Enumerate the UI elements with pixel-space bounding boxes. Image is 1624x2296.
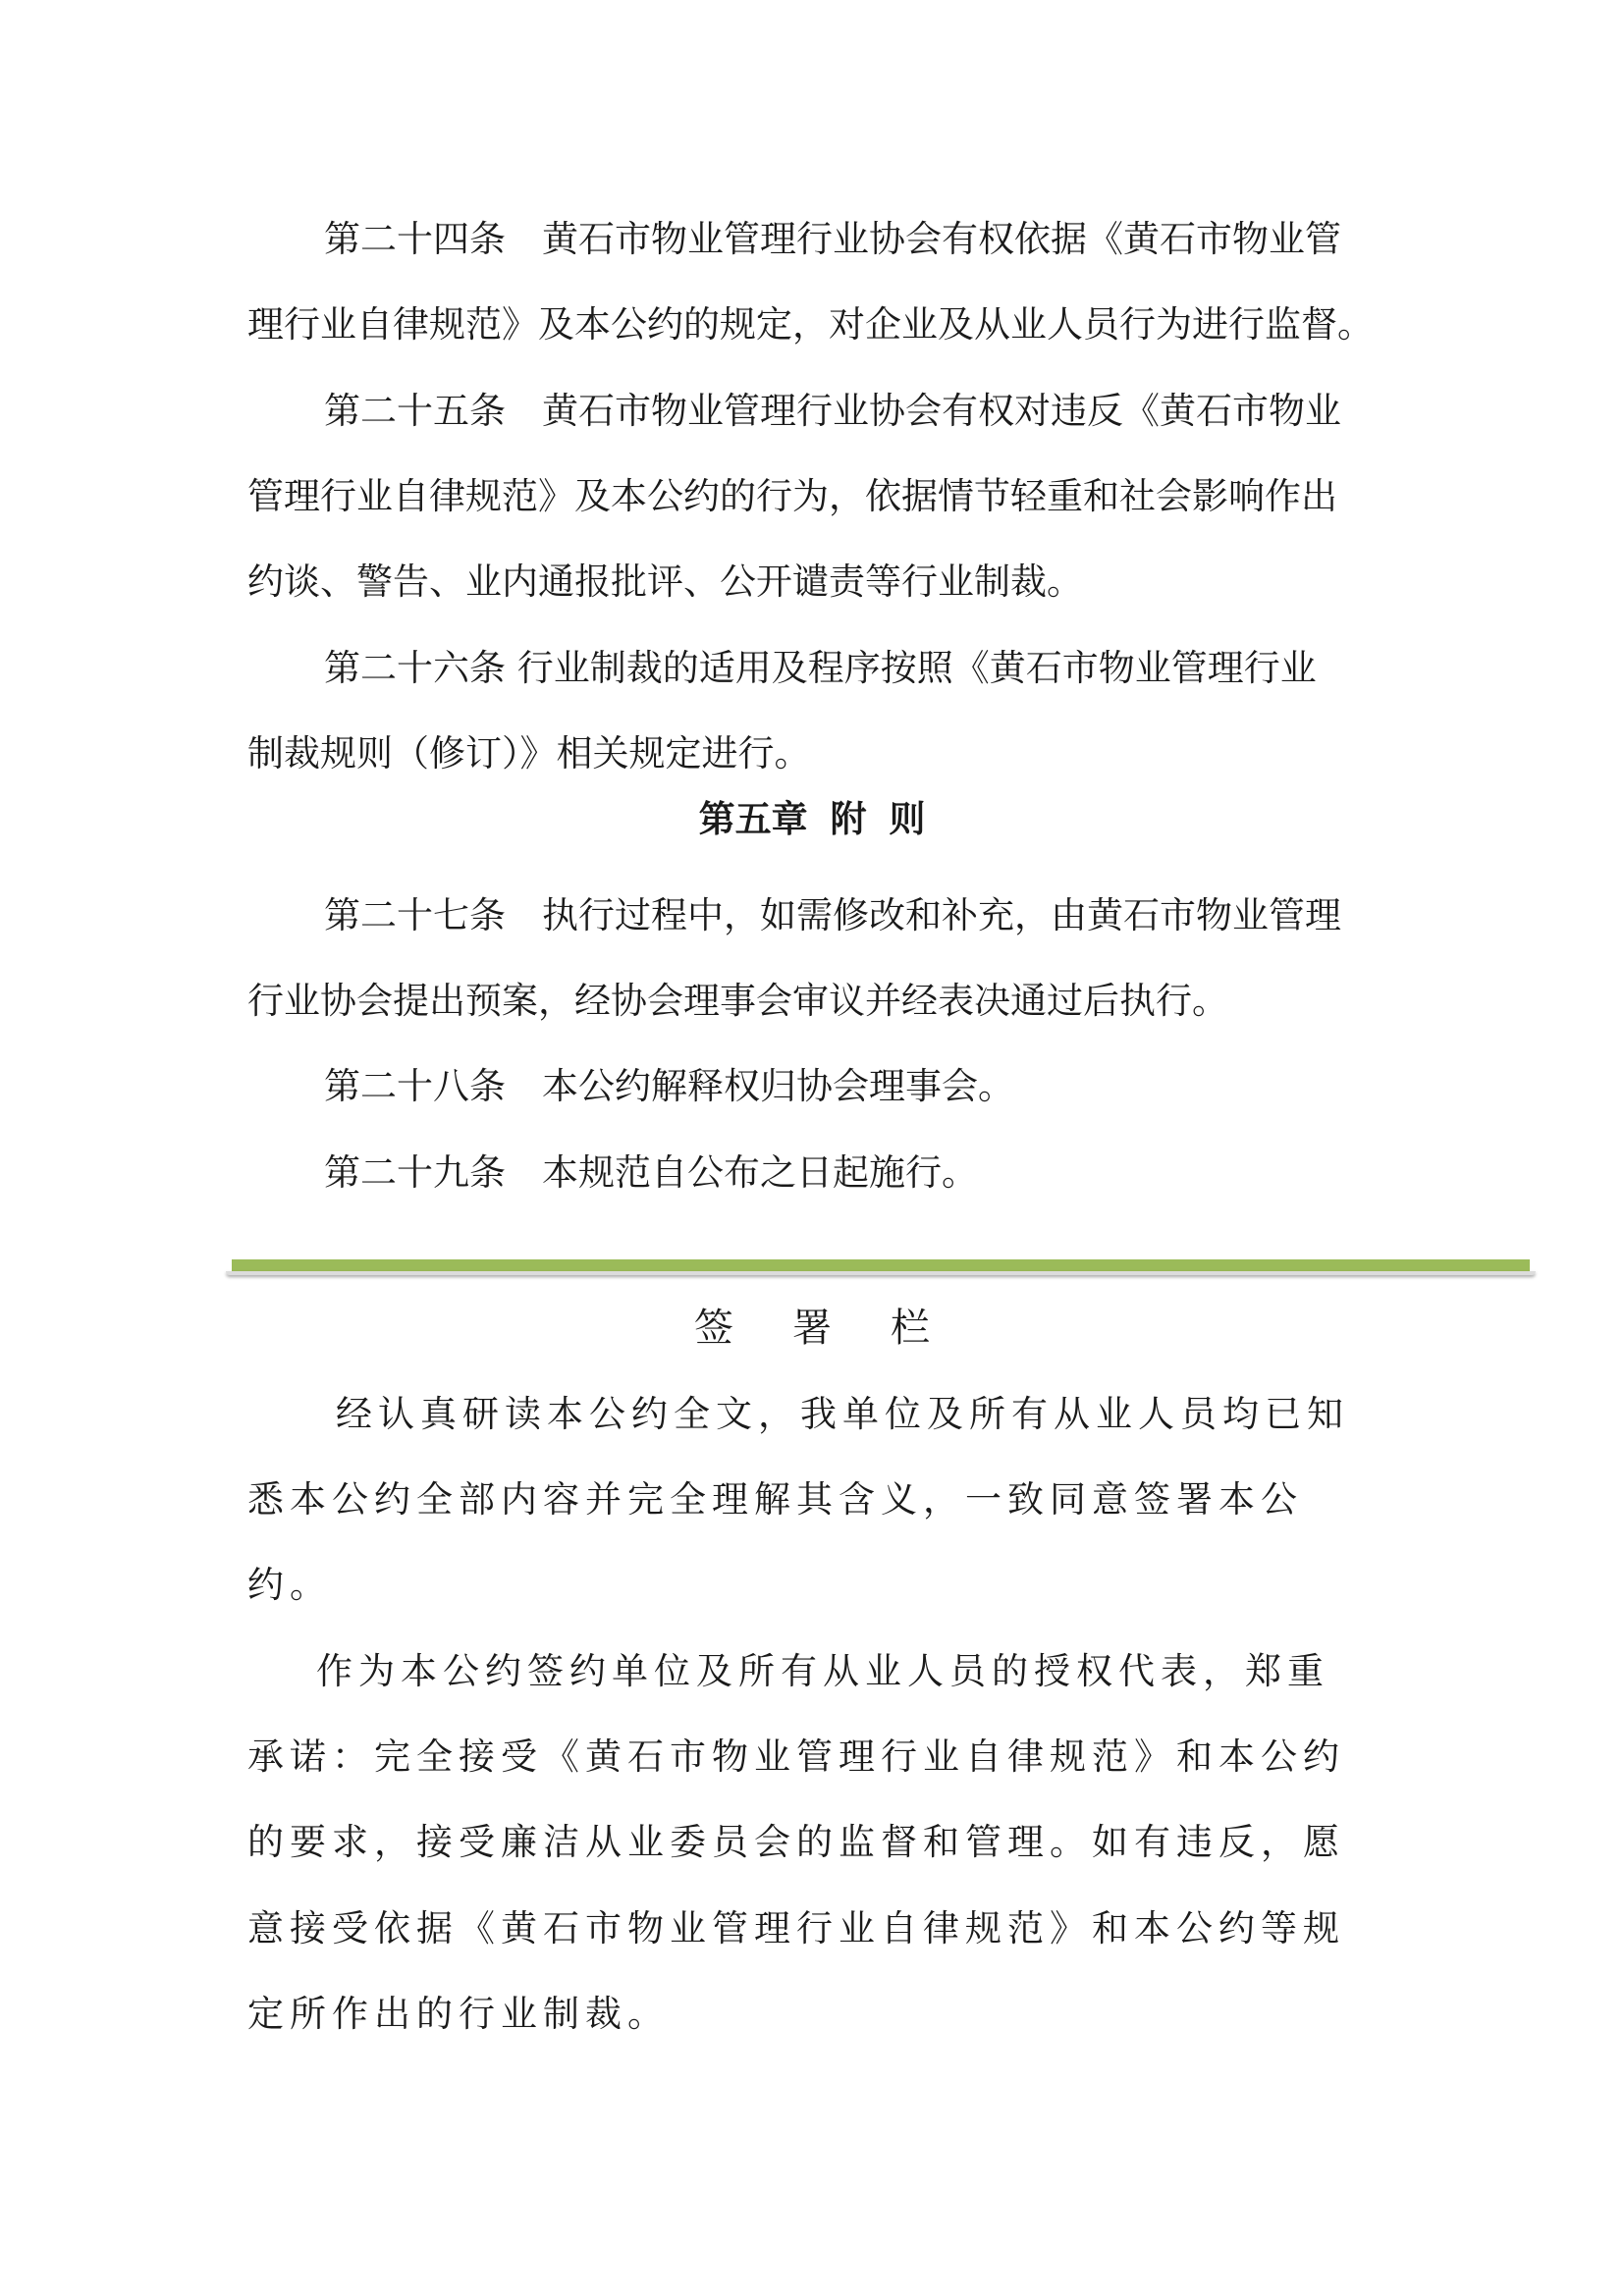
divider-green-bar [232, 1259, 1530, 1271]
signature-p2-line-1: 作为本公约签约单位及所有从业人员的授权代表，郑重 [316, 1650, 1329, 1692]
article-24-line-1: 第二十四条 黄石市物业管理行业协会有权依据《黄石市物业管 [324, 218, 1341, 260]
signature-p2-line-3: 的要求，接受廉洁从业委员会的监督和管理。如有违反，愿 [247, 1821, 1345, 1863]
article-28: 第二十八条 本公约解释权归协会理事会。 [324, 1065, 1014, 1107]
article-27-line-2: 行业协会提出预案，经协会理事会审议并经表决通过后执行。 [247, 980, 1228, 1022]
divider-shadow [226, 1271, 1536, 1275]
article-24-line-2: 理行业自律规范》及本公约的规定，对企业及从业人员行为进行监督。 [247, 303, 1374, 346]
section-divider [232, 1259, 1530, 1277]
signature-p2-line-4: 意接受依据《黄石市物业管理行业自律规范》和本公约等规 [247, 1907, 1345, 1949]
signature-p2-line-5: 定所作出的行业制裁。 [247, 1993, 670, 2035]
article-26-line-1: 第二十六条 行业制裁的适用及程序按照《黄石市物业管理行业 [324, 647, 1317, 689]
article-25-line-3: 约谈、警告、业内通报批评、公开谴责等行业制裁。 [247, 561, 1083, 603]
signature-p2-line-2: 承诺：完全接受《黄石市物业管理行业自律规范》和本公约 [247, 1735, 1345, 1778]
signature-p1-line-1: 经认真研读本公约全文，我单位及所有从业人员均已知 [336, 1393, 1349, 1435]
article-26-line-2: 制裁规则（修订）》相关规定进行。 [247, 732, 811, 774]
signature-p1-line-2: 悉本公约全部内容并完全理解其含义，一致同意签署本公 [247, 1478, 1303, 1521]
signature-title: 签署栏 [694, 1306, 989, 1351]
signature-p1-line-3: 约。 [247, 1564, 332, 1606]
article-29: 第二十九条 本规范自公布之日起施行。 [324, 1151, 978, 1194]
article-25-line-2: 管理行业自律规范》及本公约的行为，依据情节轻重和社会影响作出 [247, 475, 1337, 517]
article-25-line-1: 第二十五条 黄石市物业管理行业协会有权对违反《黄石市物业 [324, 390, 1341, 432]
article-27-line-1: 第二十七条 执行过程中，如需修改和补充，由黄石市物业管理 [324, 894, 1341, 936]
chapter-title: 第五章 附 则 [698, 798, 926, 840]
